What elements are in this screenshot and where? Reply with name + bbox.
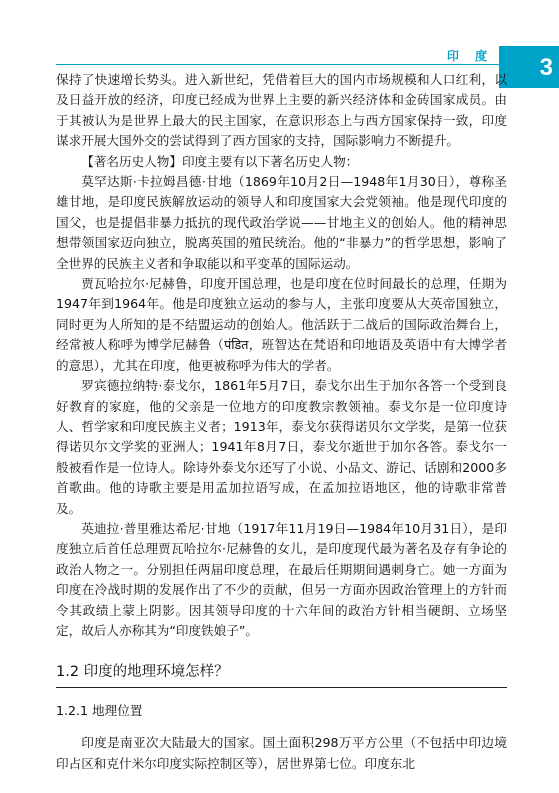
paragraph-geography: 印度是南亚次大陆最大的国家。国土面积298万平方公里（不包括中印边境印占区和克什米尔印度实际控制区等），居世界第七位。印度东北 [56, 735, 507, 771]
subsection-heading: 1.2.1 地理位置 [56, 703, 143, 719]
paragraph-figures-intro [56, 152, 507, 172]
running-head-title: 印 度 [446, 49, 493, 63]
chapter-number: 3 [539, 54, 553, 81]
paragraph-economy: 保持了快速增长势头。进入新世纪，凭借着巨大的国内市场规模和人口红利，以及日益开放的经济，印度已经成为世界上主要的新兴经济体和金砖国家成员。由于其被认为是世界上最大的民主国家，在意识形态上与西方国家保持一致，印度谋求开展大国外交的尝试得到了西方国家的支持，国际影响力不断提升。 [56, 72, 507, 149]
header-rule [56, 64, 499, 65]
section-rule [56, 687, 507, 688]
paragraph-tagore: 罗宾德拉纳特·泰戈尔，1861年5月7日，泰戈尔出生于加尔各答一个受到良好教育的家庭，他的父亲是一位地方的印度教宗教领袖。泰戈尔是一位印度诗人、哲学家和印度民族主义者；1913年，泰戈尔获得诺贝尔文学奖，是第一位获得诺贝尔文学奖的亚洲人；1941年8月7日，泰戈尔逝世于加尔各答。泰戈尔一般被看作是一位诗人。除诗外泰戈尔还写了小说、小品文、游记、话剧和2000多首歌曲。他的诗歌主要是用孟加拉语写成，在孟加拉语地区，他的诗歌非常普及。 [56, 378, 507, 516]
paragraph-gandhi: 莫罕达斯·卡拉姆昌德·甘地（1869年10月2日—1948年1月30日），尊称圣雄甘地，是印度民族解放运动的领导人和印度国家大会党领袖。他是现代印度的国父，也是提倡非暴力抵抗的现代政治学说——甘地主义的创始人。他的精神思想带领国家迈向独立，脱离英国的殖民统治。他的“非暴力”的哲学思想，影响了全世界的民族主义者和争取能以和平变革的国际运动。 [56, 174, 507, 271]
figures-intro-text: 印度主要有以下著名历史人物： [181, 153, 359, 169]
paragraph-nehru: 贾瓦哈拉尔·尼赫鲁，印度开国总理，也是印度在位时间最长的总理，任期为1947年到1964年。他是印度独立运动的参与人，主张印度要从大英帝国独立，同时更为人所知的是不结盟运动的创始人。他活跃于二战后的国际政治舞台上，经常被人称呼为博学尼赫鲁（पंडित，班智达在梵语和印地语及英语中有大博学者的意思），尤其在印度，他更被称呼为伟大的学者。 [56, 276, 507, 373]
section-heading: 1.2 印度的地理环境怎样？ [56, 664, 229, 681]
bracket-label: 【著名历史人物】 [81, 153, 182, 169]
paragraph-indira-gandhi: 英迪拉·普里雅达希尼·甘地（1917年11月19日—1984年10月31日），是印度独立后首任总理贾瓦哈拉尔·尼赫鲁的女儿，是印度现代最为著名及存有争论的政治人物之一。分别担任两届印度总理，在最后任期期间遇刺身亡。她一方面为印度在冷战时期的发展作出了不少的贡献，但另一方面亦因政治管理上的方针而令其政绩上蒙上阴影。因其领导印度的十六年间的政治方针相当硬朗、立场坚定，故后人亦称其为“印度铁娘子”。 [56, 520, 507, 638]
page-body [56, 70, 507, 774]
